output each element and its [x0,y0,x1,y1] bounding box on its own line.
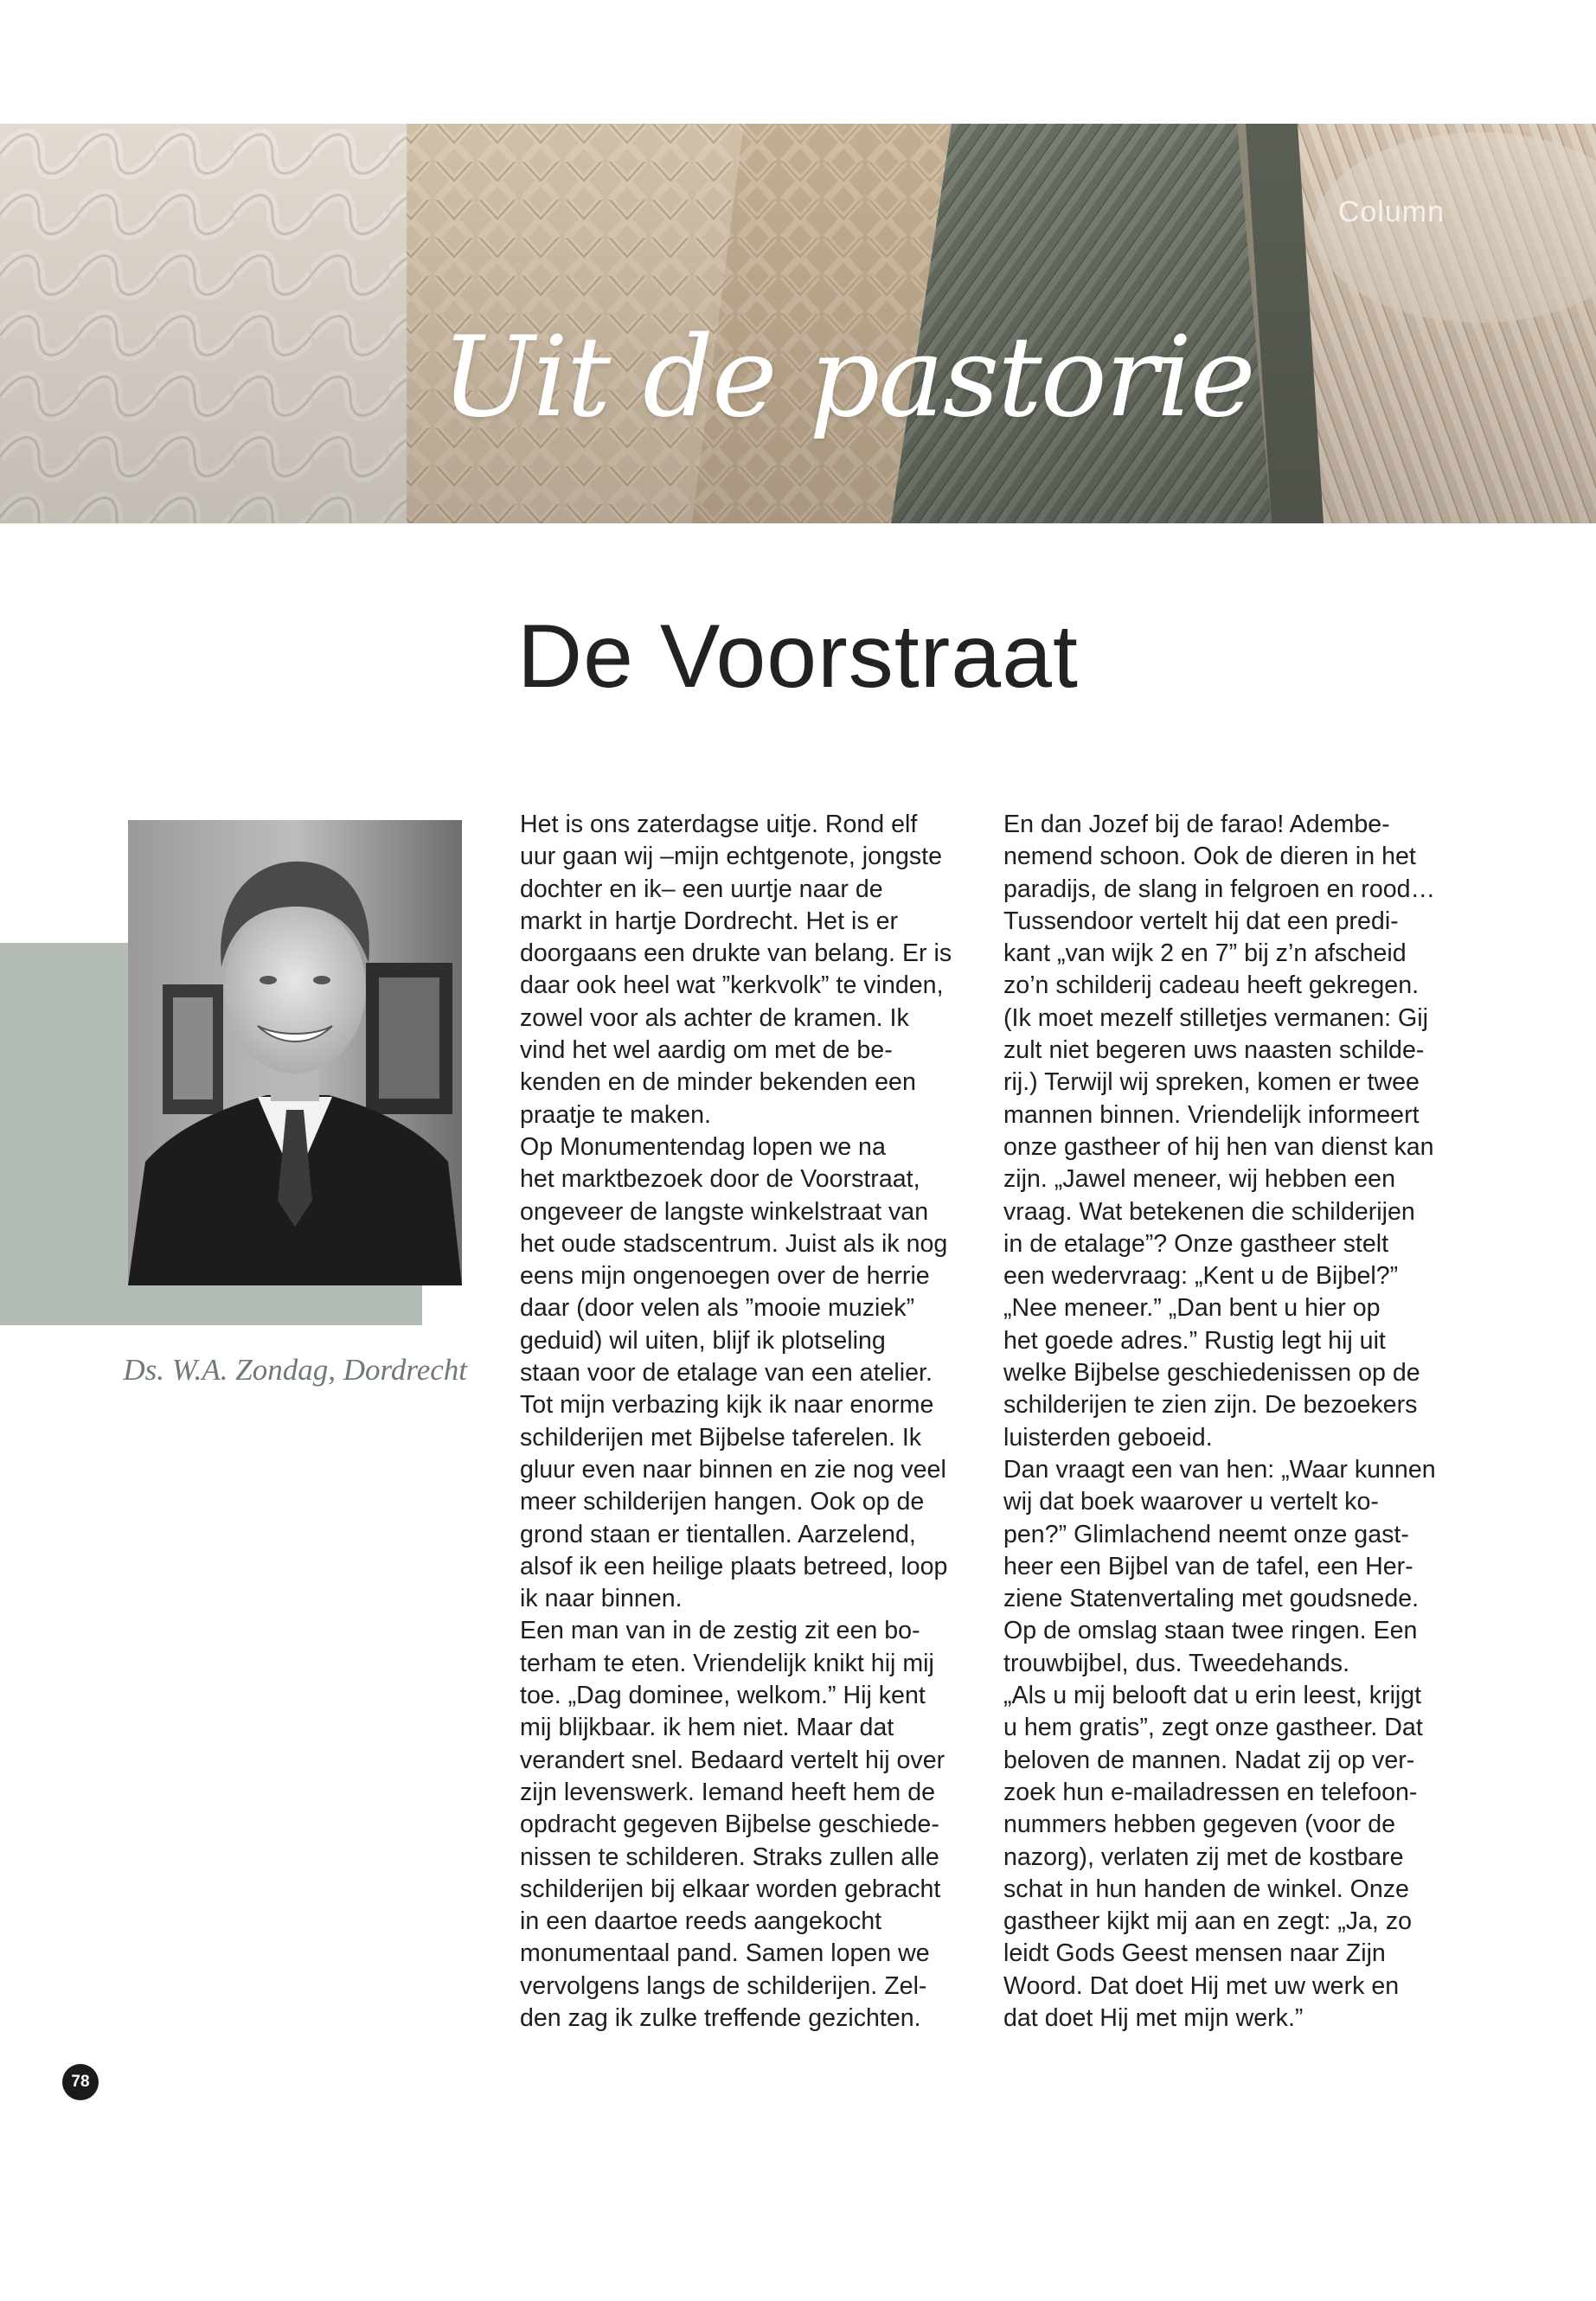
article-column-1 [520,809,978,2035]
text-line: zijn levenswerk. Iemand heeft hem de [520,1778,935,1806]
page-number: 78 [62,2064,99,2100]
text-line: En dan Jozef bij de farao! Adembe- [1003,811,1390,838]
text-line: verandert snel. Bedaard vertelt hij over [520,1746,945,1774]
text-line: welke Bijbelse geschiedenissen op de [1003,1359,1420,1388]
text-line: daar ook heel wat ”kerkvolk” te vinden, [520,971,944,1000]
text-line: alsof ik een heilige plaats betreed, loop [520,1552,948,1580]
text-line: schilderijen met Bijbelse taferelen. Ik [520,1423,922,1452]
text-line: nummers hebben gegeven (voor de [1003,1811,1396,1839]
text-line: schat in hun handen de winkel. Onze [1003,1875,1409,1903]
text-line: staan voor de etalage van een atelier. [520,1359,933,1388]
text-line: beloven de mannen. Nadat zij op ver- [1003,1746,1415,1774]
text-line: schilderijen bij elkaar worden gebracht [520,1875,941,1903]
text-line: leidt Gods Geest mensen naar Zijn [1003,1939,1386,1968]
text-line: Op Monumentendag lopen we na [520,1132,886,1161]
text-line: terham te eten. Vriendelijk knikt hij mij [520,1649,934,1677]
text-line: vraag. Wat betekenen die schilderijen [1003,1197,1415,1226]
text-line: gastheer kijkt mij aan en zegt: „Ja, zo [1003,1907,1413,1936]
text-line: (Ik moet mezelf stilletjes vermanen: Gij [1003,1003,1429,1032]
text-line: in de etalage”? Onze gastheer stelt [1003,1229,1389,1258]
text-line: heer een Bijbel van de tafel, een Her- [1003,1552,1413,1580]
text-line: dat doet Hij met mijn werk.” [1003,2003,1304,2032]
text-line: dochter en ik– een uurtje naar de [520,875,883,903]
text-line: mij blijkbaar. ik hem niet. Maar dat [520,1714,894,1742]
text-line: Op de omslag staan twee ringen. Een [1003,1617,1418,1645]
text-line: eens mijn ongenoegen over de herrie [520,1262,930,1291]
text-line: Het is ons zaterdagse uitje. Rond elf [520,811,918,838]
text-line: praatje te maken. [520,1100,711,1129]
text-line: monumentaal pand. Samen lopen we [520,1939,930,1968]
text-line: markt in hartje Dordrecht. Het is er [520,907,898,935]
text-line: Woord. Dat doet Hij met uw werk en [1003,1971,1400,2000]
text-line: gluur even naar binnen en zie nog veel [520,1455,946,1484]
text-line: rij.) Terwijl wij spreken, komen er twee [1003,1068,1420,1097]
text-line: het marktbezoek door de Voorstraat, [520,1165,920,1194]
text-line: zowel voor als achter de kramen. Ik [520,1003,909,1032]
text-line: zoek hun e-mailadressen en telefoon- [1003,1778,1418,1806]
text-line: luisterden geboeid. [1003,1423,1213,1452]
text-line: vervolgens langs de schilderijen. Zel- [520,1971,927,2000]
text-line: opdracht gegeven Bijbelse geschiede- [520,1811,939,1839]
text-line: een wedervraag: „Kent u de Bijbel?” [1003,1262,1399,1291]
text-line: pen?” Glimlachend neemt onze gast- [1003,1520,1409,1548]
text-line: het oude stadscentrum. Juist als ik nog [520,1229,948,1258]
text-line: wij dat boek waarover u vertelt ko- [1003,1488,1379,1516]
text-line: nazorg), verlaten zij met de kostbare [1003,1843,1404,1871]
article-column-2 [1003,809,1462,2035]
text-line: „Nee meneer.” „Dan bent u hier op [1003,1294,1381,1323]
text-line: onze gastheer of hij hen van dienst kan [1003,1132,1434,1161]
text-line: het goede adres.” Rustig legt hij uit [1003,1326,1386,1355]
text-line: zult niet begeren uws naasten schilde- [1003,1036,1425,1065]
text-line: zijn. „Jawel meneer, wij hebben een [1003,1165,1395,1194]
banner-title: Uit de pastorie [441,313,1254,442]
text-line: mannen binnen. Vriendelijk informeert [1003,1100,1420,1129]
text-line: paradijs, de slang in felgroen en rood… [1003,875,1436,903]
text-line: grond staan er tientallen. Aarzelend, [520,1520,916,1548]
text-line: „Als u mij belooft dat u erin leest, krijgt [1003,1682,1422,1710]
text-line: toe. „Dag dominee, welkom.” Hij kent [520,1682,926,1710]
author-caption: Ds. W.A. Zondag, Dordrecht [123,1353,467,1387]
text-line: geduid) wil uiten, blijf ik plotseling [520,1326,886,1355]
text-line: daar (door velen als ”mooie muziek” [520,1294,915,1323]
text-line: den zag ik zulke treffende gezichten. [520,2003,921,2032]
text-line: Tot mijn verbazing kijk ik naar enorme [520,1391,934,1420]
text-line: in een daartoe reeds aangekocht [520,1907,882,1936]
text-line: u hem gratis”, zegt onze gastheer. Dat [1003,1714,1423,1742]
author-portrait [128,820,462,1285]
text-line: kenden en de minder bekenden een [520,1068,916,1097]
text-line: uur gaan wij –mijn echtgenote, jongste [520,843,942,871]
section-label: Column [1337,195,1445,228]
text-line: Dan vraagt een van hen: „Waar kunnen [1003,1455,1436,1484]
text-line: Tussendoor vertelt hij dat een predi- [1003,907,1399,935]
text-line: trouwbijbel, dus. Tweedehands. [1003,1649,1350,1677]
text-line: ongeveer de langste winkelstraat van [520,1197,929,1226]
text-line: zo’n schilderij cadeau heeft gekregen. [1003,971,1420,1000]
text-line: ziene Statenvertaling met goudsnede. [1003,1585,1420,1613]
text-line: ik naar binnen. [520,1585,683,1613]
text-line: vind het wel aardig om met de be- [520,1036,893,1065]
text-line: schilderijen te zien zijn. De bezoekers [1003,1391,1418,1420]
text-line: kant „van wijk 2 en 7” bij z’n afscheid [1003,939,1407,968]
text-line: Een man van in de zestig zit een bo- [520,1617,920,1645]
text-line: doorgaans een drukte van belang. Er is [520,939,952,968]
text-line: meer schilderijen hangen. Ook op de [520,1488,925,1516]
text-line: nissen te schilderen. Straks zullen alle [520,1843,939,1871]
text-line: nemend schoon. Ook de dieren in het [1003,843,1416,871]
article-title: De Voorstraat [517,606,1079,707]
